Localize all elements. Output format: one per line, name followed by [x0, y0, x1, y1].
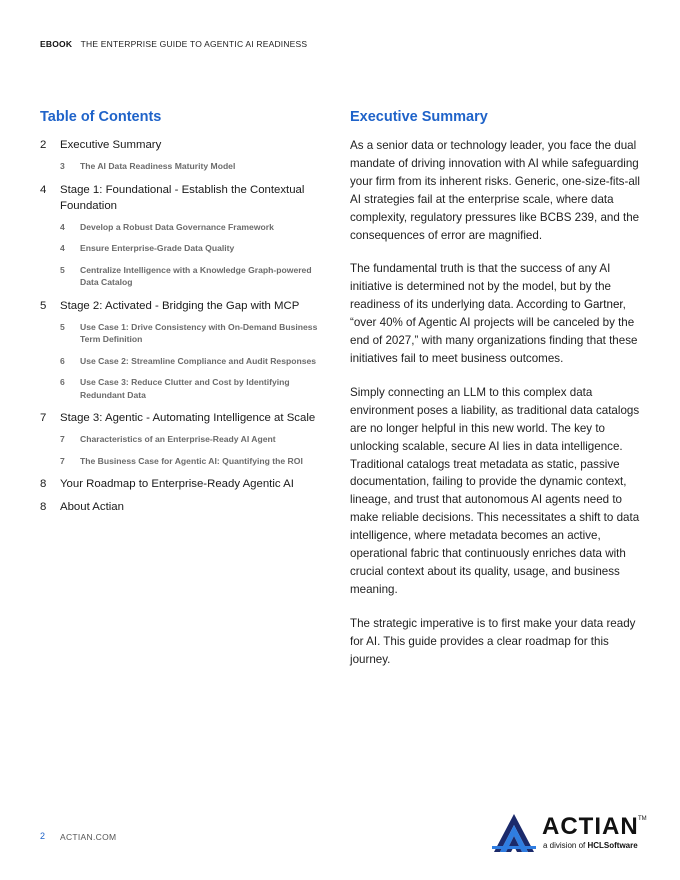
toc-entry[interactable] [40, 410, 330, 426]
toc-entry[interactable] [40, 476, 330, 492]
logo-trademark: TM [638, 816, 647, 822]
summary-paragraph-3: Simply connecting an LLM to this complex data environment poses a liability, as traditional data catalogs are no longer helpful in this new world. The key to unlocking scalable, secure AI lies in data intelligence. Traditional catalogs treat metadata as static, passive documentation, failing to provide the dynamic context, lineage, and trust that autonomous AI agents need to make reliable decisions. This necessitates a shift to data intelligence, where metadata becomes an active, operational fabric that continuously enriches data with crucial context about its quality, usage, and business meaning. [350, 385, 640, 596]
toc-heading: Table of Contents [40, 109, 162, 125]
logo-sub-prefix: a division of [543, 841, 588, 850]
toc-page-number: 6 [60, 355, 65, 366]
toc-entry-text: Centralize Intelligence with a Knowledge Graph-powered Data Catalog [80, 264, 312, 287]
document-header [40, 39, 307, 49]
toc-subentry[interactable] [40, 321, 330, 346]
toc-page-number: 4 [60, 243, 65, 253]
toc-page-number: 7 [60, 434, 65, 444]
toc-page-number: 8 [40, 501, 47, 513]
toc-page-number: 5 [60, 264, 65, 275]
toc-entry[interactable] [40, 182, 330, 214]
toc-page-number: 8 [40, 478, 47, 490]
toc-subentry[interactable] [40, 160, 330, 173]
toc-page-number: 2 [40, 139, 47, 151]
toc-entry-text: Develop a Robust Data Governance Framework [80, 221, 274, 232]
toc-page-number: 7 [40, 412, 47, 424]
summary-heading: Executive Summary [350, 109, 488, 125]
actian-logo [490, 812, 650, 856]
toc-entry-text: Your Roadmap to Enterprise-Ready Agentic AI [60, 478, 294, 490]
summary-paragraph-2 [350, 260, 645, 367]
toc-subentry[interactable] [40, 221, 330, 234]
toc-entry-text: Stage 1: Foundational - Establish the Contextual Foundation [60, 183, 305, 212]
toc-page-number: 5 [40, 299, 47, 312]
toc-subentry[interactable] [40, 433, 330, 446]
toc-page-number: 3 [60, 161, 65, 171]
toc-entry[interactable] [40, 298, 330, 314]
toc-entry-text: Stage 2: Activated - Bridging the Gap with MCP [60, 299, 300, 312]
toc-page-number: 4 [40, 183, 47, 196]
toc-entry-text: Executive Summary [60, 139, 162, 151]
toc-entry-text: Use Case 3: Reduce Clutter and Cost by Identifying Redundant Data [80, 377, 290, 400]
toc-subentry[interactable] [40, 376, 330, 401]
toc-page-number: 5 [60, 321, 65, 332]
logo-subtitle [543, 841, 638, 850]
toc-page-number: 7 [60, 455, 65, 466]
toc-entry-text: The Business Case for Agentic AI: Quantifying the ROI [80, 455, 303, 466]
summary-paragraph-4: The strategic imperative is to first make your data ready for AI. This guide provides a clear roadmap for this journey. [350, 616, 636, 666]
toc-entry-text: Stage 3: Agentic - Automating Intelligence at Scale [60, 412, 316, 424]
toc-subentry[interactable] [40, 264, 330, 289]
toc-entry-text: Characteristics of an Enterprise-Ready AI Agent [80, 434, 276, 444]
summary-p2-text-before: The fundamental truth is that the success of any AI initiative is determined not by the model, but by the readiness of its underlying data. According to [350, 262, 612, 312]
actian-logo-mark-icon [490, 812, 538, 854]
logo-sub-brand: HCLSoftware [587, 841, 638, 850]
toc-entry-text: Use Case 2: Streamline Compliance and Audit Responses [80, 355, 317, 366]
toc-subentry[interactable] [40, 355, 330, 368]
toc-entry-text: The AI Data Readiness Maturity Model [80, 161, 236, 171]
header-tag: EBOOK [40, 39, 73, 49]
table-of-contents [40, 108, 330, 522]
footer-site-link[interactable]: ACTIAN.COM [60, 832, 117, 842]
summary-paragraph-1: As a senior data or technology leader, you face the dual mandate of driving innovation with AI while safeguarding your firm from its inherent risks. Generic, one-size-fits-all AI strategies fail at the enterprise scale, where data complexity, regulatory pressures like BCBS 239, and the consequences of error are magnified. [350, 139, 640, 242]
executive-summary [350, 108, 645, 684]
toc-entry-text: Ensure Enterprise-Grade Data Quality [80, 243, 235, 253]
header-title: THE ENTERPRISE GUIDE TO AGENTIC AI READINESS [80, 39, 308, 49]
toc-entry-text: About Actian [60, 501, 124, 513]
toc-subentry[interactable] [40, 455, 330, 468]
toc-entry[interactable] [40, 499, 330, 515]
toc-page-number: 6 [60, 377, 65, 387]
summary-p2-text-after: , “over 40% of Agentic AI projects will be canceled by the end of 2027,” with many organizations finding that these initiatives fail to meet business outcomes. [350, 298, 638, 365]
gartner-link[interactable]: Gartner [583, 298, 623, 312]
toc-entry[interactable] [40, 137, 330, 153]
toc-subentry[interactable] [40, 242, 330, 255]
toc-page-number: 4 [60, 221, 65, 232]
toc-entry-text: Use Case 1: Drive Consistency with On-Demand Business Term Definition [80, 321, 318, 344]
page-number: 2 [40, 831, 46, 841]
logo-wordmark: ACTIAN [542, 813, 639, 840]
toc-list [40, 137, 330, 515]
